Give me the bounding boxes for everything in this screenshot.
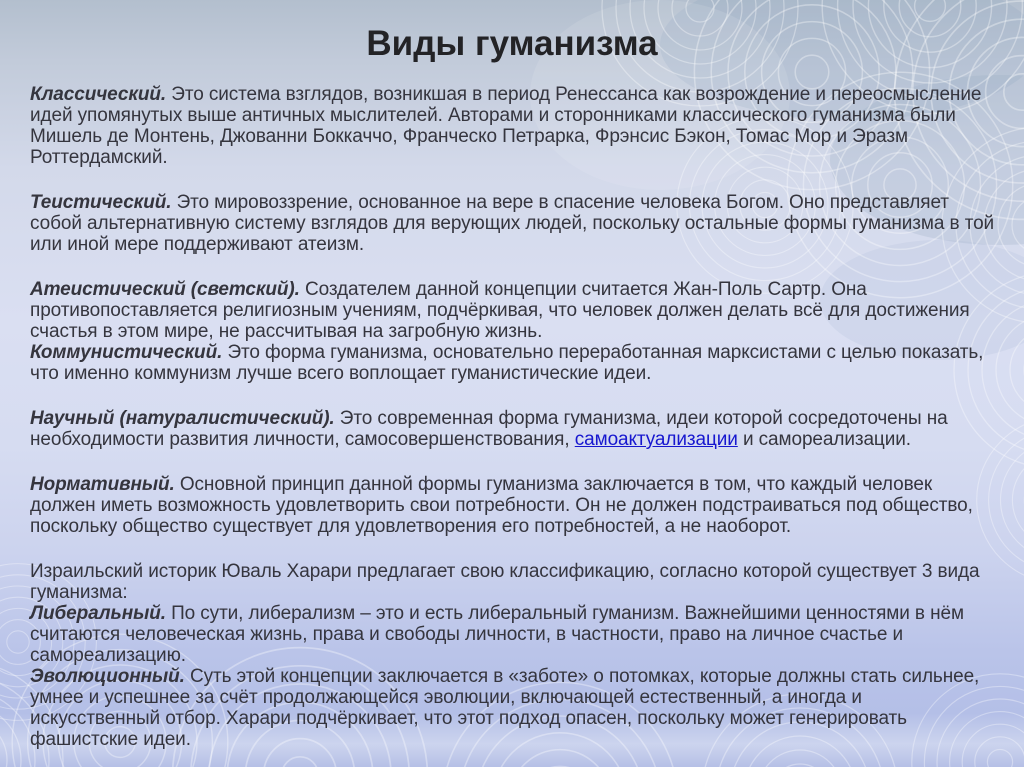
paragraph [30,603,996,666]
paragraph [30,279,996,342]
paragraph-lead: Нормативный. [30,474,175,495]
paragraph [30,474,996,537]
paragraph-text: Суть этой концепции заключается в «заботе» о потомках, которые должны стать сильнее, умнее и успешнее за счёт продолжающейся эволюции, включающей естественный, а иногда и искусственный отбор. Харари подчёркивает, что этот подход опасен, поскольку может генерировать фашистские идеи. [30,666,980,750]
paragraph [30,342,996,384]
paragraph-lead: Эволюционный. [30,666,185,687]
slide-body [30,84,996,750]
paragraph-text: Основной принцип данной формы гуманизма заключается в том, что каждый человек должен иметь возможность удовлетворить свои потребности. Он не должен подстраиваться под общество, поскольку общество существует для удовлетворения его потребностей, а не наоборот. [30,474,973,537]
paragraph-lead: Либеральный. [30,603,166,624]
paragraph [30,84,996,168]
paragraph-lead: Атеистический (светский). [30,279,300,300]
paragraph-lead: Теистический. [30,192,172,213]
slide-title: Виды гуманизма [366,24,658,63]
paragraph [30,561,996,603]
samoaktualizacii-link[interactable]: самоактуализации [574,429,738,450]
paragraph-text: Это форма гуманизма, основательно переработанная марксистами с целью показать, что именно коммунизм лучше всего воплощает гуманистические идеи. [30,342,984,384]
paragraph-text: Это современная форма гуманизма, идеи которой сосредоточены на необходимости развития личности, самосовершенствования, [30,408,948,450]
paragraph-text: Создателем данной концепции считается Жан-Поль Сартр. Она противопоставляется религиозным учениям, подчёркивая, что человек должен делать всё для достижения счастья в этом мире, не рассчитывая на загробную жизнь. [30,279,970,342]
paragraph-text: и самореализации. [737,429,911,450]
paragraph-lead: Коммунистический. [30,342,223,363]
paragraph-lead: Классический. [30,84,167,105]
paragraph-lead: Научный (натуралистический). [30,408,335,429]
paragraph [30,408,996,450]
paragraph-text: Это мировоззрение, основанное на вере в спасение человека Богом. Оно представляет собой альтернативную систему взглядов для верующих людей, поскольку остальные формы гуманизма в той или иной мере поддерживают атеизм. [30,192,995,255]
paragraph-text: По сути, либерализм – это и есть либеральный гуманизм. Важнейшими ценностями в нём считаются человеческая жизнь, права и свободы личности, в частности, право на личное счастье и самореализацию. [30,603,964,666]
paragraph [30,666,996,750]
paragraph [30,192,996,255]
paragraph-text: Израильский историк Юваль Харари предлагает свою классификацию, согласно которой существует 3 вида гуманизма: [30,561,980,603]
paragraph-text: Это система взглядов, возникшая в период Ренессанса как возрождение и переосмысление идей упомянутых выше античных мыслителей. Авторами и сторонниками классического гуманизма были Мишель де Монтень, Джованни Боккаччо, Франческо Петрарка, Фрэнсис Бэкон, Томас Мор и Эразм Роттердамский. [30,84,982,168]
